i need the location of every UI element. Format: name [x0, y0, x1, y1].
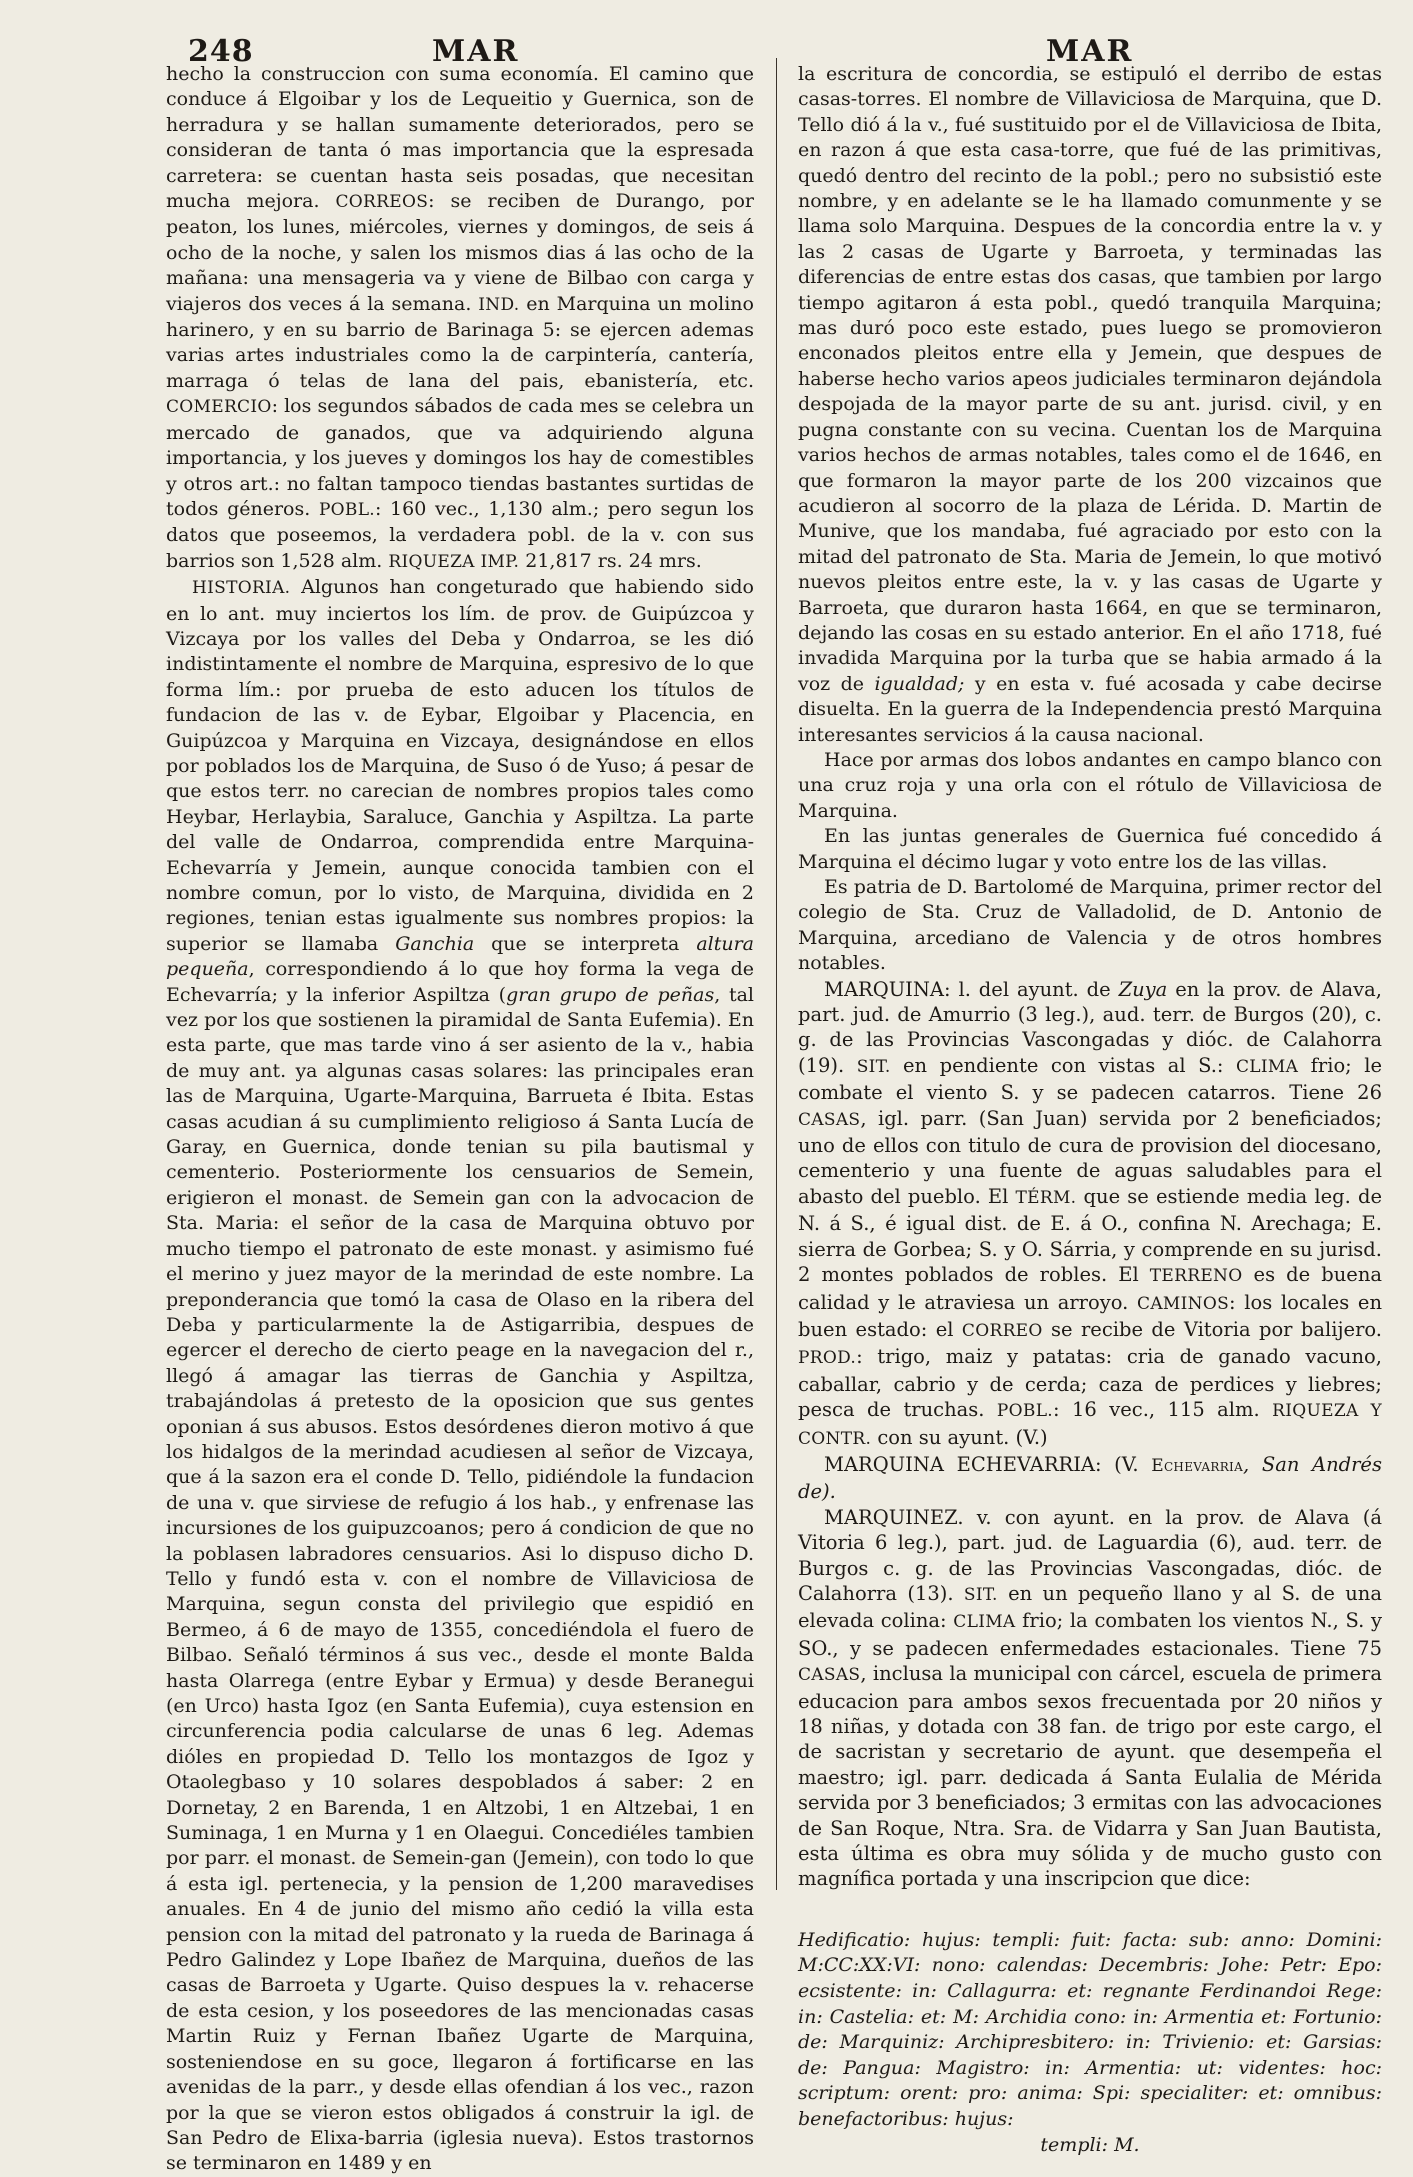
- right-column: [798, 62, 1382, 2158]
- entry-text: se recibe de Vitoria por balijero.: [1042, 1317, 1382, 1341]
- clima-label: CLIMA: [953, 1612, 1016, 1633]
- casas-label: CASAS: [798, 1665, 861, 1686]
- riqueza-label: RIQUEZA Y CONTR.: [798, 1401, 1382, 1449]
- inscription-text: Hedificatio: hujus: templi: fuit: facta: sub: anno: Domini: M:CC:XX:VI: nono: calendas: Decembris: Johe: Petr: Epo: ecsistente: in: Callagurra: et: regnante Ferdinandoi Rege: in: Castelia: et: M: Archidia cono: in: Armentia et: Fortunio: de: Marquiniz: Archipresbitero: in: Trivienio: et: Garsias: de: Pangua: Magistro: in: Armentia: ut: videntes: hoc: scriptum: orent: pro: anima: Spi: specialiter: et: omnibus: benefactoribus: hujus:: [798, 1928, 1382, 2130]
- casas-label: CASAS: [798, 1109, 861, 1130]
- comercio-label: COMERCIO: [166, 397, 272, 418]
- historia-italic-2: altura pequeña: [166, 932, 754, 981]
- paragraph-patria: Es patria de D. Bartolomé de Marquina, primer rector del colegio de Sta. Cruz de Valladolid, de D. Antonio de Marquina, arcediano de Valencia y de otros hombres notables.: [798, 876, 1382, 975]
- caminos-label: CAMINOS: [1137, 1293, 1230, 1314]
- entry-text: en un pequeño llano y al S. de una elevada colina:: [798, 1581, 1382, 1633]
- entry-text: en pendiente con vistas al S.:: [890, 1053, 1224, 1077]
- paragraph-concordia: [798, 62, 1382, 748]
- entry-text: en la prov. de Alava, part. jud. de Amurrio (3 leg.), aud. terr. de Burgos (20), c. g. de las Provincias Vascongadas y dióc. de Calahorra (19).: [798, 977, 1382, 1077]
- left-column: [166, 62, 754, 2177]
- inscription-last-line: templi: M.: [1040, 2133, 1140, 2156]
- paragraph-armas: Hace por armas dos lobos andantes en campo blanco con una cruz roja y una orla con el rótulo de Villaviciosa de Marquina.: [798, 748, 1382, 822]
- entry-echevarria-head: MARQUINA ECHEVARRIA: [824, 1452, 1095, 1476]
- entry-text: frio; le combate el viento S. y se padecen catarros. Tiene 26: [798, 1053, 1382, 1105]
- entry-marquina-echevarria: [798, 1452, 1382, 1505]
- paragraph-construction: [166, 62, 754, 575]
- correos-text: : se reciben de Durango, por peaton, los lunes, miércoles, viernes y domingos, de seis á ocho de la noche, y salen los mismos dias á las ocho de la mañana: una mensageria va y viene de Bilbao con carga y viajeros dos veces á la semana.: [166, 190, 755, 315]
- paragraph-historia: [166, 575, 754, 2177]
- entry-text: , inclusa la municipal con cárcel, escuela de primera educacion para ambos sexos frecuentada por 20 niños y 18 niñas, y dotada con 38 fan. de trigo por este cargo, el de sacristan y secretario de ayunt. que desempeña el maestro; igl. parr. dedicada á Santa Eulalia de Mérida servida por 3 beneficiados; 3 ermitas con las advocaciones de San Roque, Ntra. Sra. de Vidarra y San Juan Bautista, esta última es obra muy sólida y de mucho gusto con magnífica portada y una inscripcion que dice:: [798, 1662, 1382, 1891]
- terreno-label: TERRENO: [1149, 1266, 1243, 1287]
- entry-text: : los locales en buen estado: el: [798, 1290, 1383, 1341]
- concordia-text-2: y en esta v. fué acosada y cabe decirse disuelta. En la guerra de la Independencia prestó Marquina interesantes servicios á la causa nacional.: [798, 672, 1382, 746]
- correos-label: CORREOS: [335, 192, 429, 213]
- entry-italic: Zuya: [1118, 977, 1168, 1001]
- pobl-text: : 160 vec., 1,130 alm.; pero segun los datos que poseemos, la verdadera pobl. de la v. con sus barrios son 1,528 alm.: [166, 497, 754, 572]
- running-head-right: MAR: [1046, 34, 1134, 69]
- entry-text: : 16 vec., 115 alm.: [1052, 1398, 1273, 1422]
- comercio-text: : los segundos sábados de cada mes se celebra un mercado de ganados, que va adquiriendo alguna importancia, y los jueves y domingos los hay de comestibles y otros art.: no faltan tampoco tiendas bastantes surtidas de todos géneros.: [166, 395, 754, 520]
- historia-text-3: , correspondiendo á lo que hoy forma la vega de Echevarría; y la inferior Aspiltza (: [166, 958, 754, 1006]
- concordia-text: la escritura de concordia, se estipuló el derribo de estas casas-torres. El nombre de Villaviciosa de Marquina, que D. Tello dió á la v., fué sustituido por el de Villaviciosa de Ibita, en razon á que esta casa-torre, que fué de las primitivas, quedó dentro del recinto de la pobl.; pero no subsistió este nombre, y en adelante se le ha llamado comunmente y se llama solo Marquina. Despues de la concordia entre la v. y las 2 casas de Ugarte y Barroeta, y terminadas las diferencias de entre estas dos casas, que tambien por largo tiempo agitaron á esta pobl., quedó tranquila Marquina; mas duró poco este estado, pues luego se promovieron enconados pleitos entre ella y Jemein, que despues de haberse hecho varios apeos judiciales terminaron dejándola despojada de la mayor parte de su ant. jurisd. civil, y en pugna constante con su vecina. Cuentan los de Marquina varios hechos de armas notables, tales como el de 1646, en que formaron la mayor parte de los 200 vizcainos que acudieron al socorro de la plaza de Lérida. D. Martin de Munive, que los mandaba, fué agraciado por esto con la mitad del patronato de Sta. Maria de Jemein, lo que motivó nuevos pleitos entre este, la v. y las casas de Ugarte y Barroeta, que duraron hasta 1664, en que se terminaron, dejando las cosas en su estado anterior. En el año 1718, fué invadida Marquina por la turba que se habia armado á la voz de: [798, 63, 1382, 695]
- inscription: [798, 1928, 1382, 2158]
- prod-label: PROD.: [798, 1348, 857, 1369]
- entry-italic: , San Andrés de).: [798, 1452, 1382, 1504]
- sit-label: SIT.: [856, 1056, 891, 1077]
- entry-marquinez-head: MARQUINEZ: [824, 1505, 958, 1529]
- riqueza-label: RIQUEZA IMP.: [388, 551, 520, 572]
- paragraph-juntas: En las juntas generales de Guernica fué concedido á Marquina el décimo lugar y voto entre los de las villas.: [798, 825, 1382, 873]
- entry-smallcaps: Echevarria: [1151, 1455, 1244, 1476]
- entry-text: que se estiende media leg. de N. á S., é igual dist. de E. á O., confina N. Arechaga; E. sierra de Gorbea; S. y O. Sárria, y comprende en su jurisd. 2 montes poblados de robles. El: [798, 1184, 1382, 1287]
- sit-label: SIT.: [963, 1584, 998, 1605]
- entry-marquina-head: MARQUINA: [824, 977, 944, 1001]
- entry-text: : trigo, maiz y patatas: cria de ganado vacuno, caballar, cabrio y de cerda; caza de perdices y liebres; pesca de truchas.: [798, 1345, 1382, 1422]
- entry-marquinez: [798, 1505, 1382, 1892]
- historia-text-4: , tal vez por los que sostienen la piramidal de Santa Eufemia). En esta parte, que mas tarde vino á ser asiento de la v., habia de muy ant. ya algunas casas solares: las principales eran las de Marquina, Ugarte-Marquina, Barrueta é Ibita. Estas casas acudian á su cumplimiento religioso á Santa Lucía de Garay, en Guernica, donde tenian su pila bautismal y cementerio. Posteriormente los censuarios de Semein, erigieron el monast. de Semein gan con la advocacion de Sta. Maria: el señor de la casa de Marquina obtuvo por mucho tiempo el patronato de este monast. y asimismo fué el merino y juez mayor de la merindad de este nombre. La preponderancia que tomó la casa de Olaso en la ribera del Deba y particularmente la de Astigarribia, despues de egercer el derecho de cierto peage en la navegacion del r., llegó á amagar las tierras de Ganchia y Aspiltza, trabajándolas á pretesto de la oposicion que sus gentes oponian á sus abusos. Estos desórdenes dieron motivo á que los hidalgos de la merindad acudiesen al señor de Vizcaya, que á la sazon era el conde D. Tello, pidiéndole la fundacion de una v. que sirviese de refugio á los hab., y enfrenase las incursiones de los guipuzcoanos; pero á condicion de que no la poblasen labradores censuarios. Asi lo dispuso dicho D. Tello y fundó esta v. con el nombre de Villaviciosa de Marquina, segun consta del privilegio que espidió en Bermeo, á 6 de mayo de 1355, concediéndola el fuero de Bilbao. Señaló términos á sus vec., desde el monte Balda hasta Olarrega (entre Eybar y Ermua) y desde Beranegui (en Urco) hasta Igoz (en Santa Eufemia), cuya estension en circunferencia podia calcularse de unas 6 leg. Ademas dióles en propiedad D. Tello los montazgos de Igoz y Otaolegbaso y 10 solares despoblados á saber: 2 en Dornetay, 2 en Barenda, 1 en Altzobi, 1 en Altzebai, 1 en Suminaga, 1 en Murna y 1 en Olaegui. Concediéles tambien por parr. el monast. de Semein-gan (Jemein), con todo lo que á esta igl. pertenecia, y la pension de 1,200 maravedises anuales. En 4 de junio del mismo año cedió la villa esta pension con la mitad del patronato y la rueda de Barinaga á Pedro Galindez y Lope Ibañez de Marquina, dueños de las casas de Barroeta y Ugarte. Quiso despues la v. rehacerse de esta cesion, y los poseedores de las mencionadas casas Martin Ruiz y Fernan Ibañez Ugarte de Marquina, sosteniendose en su goce, llegaron á fortificarse en las avenidas de la parr., y desde ellas ofendian á los vec., razon por la que se vieron estos obligados á construir la igl. de San Pedro de Elixa-barria (iglesia nueva). Estos trastornos se terminaron en 1489 y en: [166, 983, 754, 2175]
- clima-label: CLIMA: [1235, 1056, 1299, 1077]
- page-number: 248: [188, 34, 254, 69]
- concordia-italic: igualdad;: [874, 672, 965, 695]
- running-head-left: MAR: [432, 34, 520, 69]
- entry-text: es de buena calidad y le atraviesa un arroyo.: [798, 1263, 1382, 1314]
- entry-text: : l. del ayunt. de: [944, 977, 1119, 1001]
- ind-text: en Marquina un molino harinero, y en su barrio de Barinaga 5: se ejercen ademas varias artes industriales como la de carpintería, cantería, marraga ó telas de lana del pais, ebanistería, etc.: [166, 292, 754, 392]
- entry-marquina: [798, 977, 1382, 1452]
- correo-label: CORREO: [961, 1320, 1043, 1341]
- historia-italic-1: Ganchia: [395, 932, 475, 955]
- pobl-label: POBL.: [318, 499, 375, 520]
- riqueza-text: 21,817 rs. 24 mrs.: [519, 549, 702, 572]
- historia-italic-3: gran grupo de peñas: [506, 983, 715, 1006]
- paragraph-text: hecho la construccion con suma economía. El camino que conduce á Elgoibar y los de Lequeitio y Guernica, son de herradura y se hallan sumamente deteriorados, pero se consideran de tanta ó mas importancia que la espresada carretera: se cuentan hasta seis posadas, que necesitan mucha mejora.: [166, 63, 754, 213]
- entry-text: frio; la combaten los vientos N., S. y SO., y se padecen enfermedades estacionales. Tiene 75: [798, 1609, 1382, 1660]
- entry-text: con su ayunt. (V.): [871, 1425, 1048, 1449]
- column-divider: [776, 58, 777, 1890]
- entry-text: , igl. parr. (San Juan) servida por 2 beneficiados; uno de ellos con titulo de cura de provision del diocesano, cementerio y una fuente de aguas saludables para el abasto del pueblo. El: [798, 1106, 1382, 1208]
- historia-text-1: Algunos han congeturado que habiendo sido en lo ant. muy inciertos los lím. de prov. de Guipúzcoa y Vizcaya por los valles del Deba y Ondarroa, se les dió indistintamente el nombre de Marquina, espresivo de lo que forma lím.: por prueba de esto aducen los títulos de fundacion de las v. de Eybar, Elgoibar y Placencia, en Guipúzcoa y Marquina en Vizcaya, designándose en ellos por poblados los de Marquina, de Suso ó de Yuso; á pesar de que estos terr. no carecian de nombres propios tales como Heybar, Herlaybia, Saraluce, Ganchia y Aspiltza. La parte del valle de Ondarroa, comprendida entre Marquina-Echevarría y Jemein, aunque conocida tambien con el nombre comun, por lo visto, de Marquina, dividida en 2 regiones, tenian estas igualmente sus nombres propios: la superior se llamaba: [166, 576, 754, 955]
- ind-label: IND.: [478, 294, 520, 315]
- entry-text: . v. con ayunt. en la prov. de Alava (á Vitoria 6 leg.), part. jud. de Laguardia (6), aud. terr. de Burgos c. g. de las Provincias Vascongadas, dióc. de Calahorra (13).: [798, 1505, 1382, 1605]
- entry-text: : (V.: [1094, 1452, 1152, 1476]
- pobl-label: POBL.: [996, 1401, 1053, 1422]
- historia-label: HISTORIA.: [192, 578, 291, 599]
- historia-text-2: que se interpreta: [474, 932, 697, 955]
- term-label: TÉRM.: [1015, 1187, 1077, 1208]
